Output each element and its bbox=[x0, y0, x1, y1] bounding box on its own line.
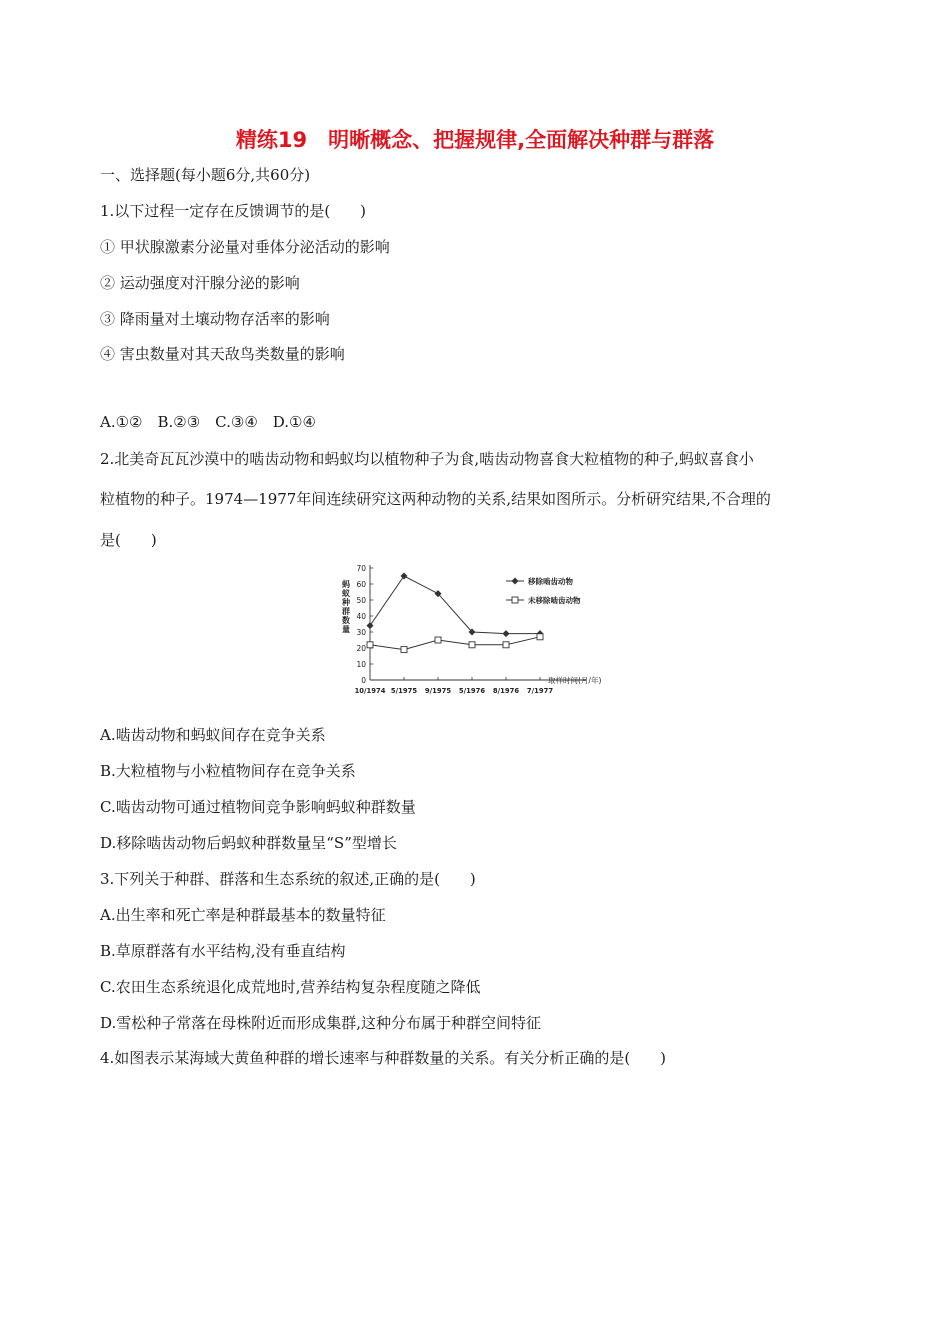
data-point bbox=[537, 634, 543, 640]
x-tick-label: 5/1975 bbox=[390, 687, 418, 695]
x-tick-label: 10/1974 bbox=[354, 687, 386, 695]
data-point bbox=[367, 622, 374, 629]
question-2-option: C.啮齿动物可通过植物间竞争影响蚂蚁种群数量 bbox=[100, 798, 416, 816]
legend-marker bbox=[512, 578, 519, 585]
x-tick-label: 5/1976 bbox=[458, 687, 486, 695]
series-line bbox=[370, 637, 540, 650]
question-2-stem-line: 2.北美奇瓦瓦沙漠中的啮齿动物和蚂蚁均以植物种子为食,啮齿动物喜食大粒植物的种子,蚂蚁喜食小 bbox=[100, 450, 754, 468]
question-2-option: A.啮齿动物和蚂蚁间存在竞争关系 bbox=[100, 726, 326, 744]
x-tick-label: 7/1977 bbox=[526, 687, 554, 695]
data-point bbox=[367, 642, 373, 648]
x-axis-label: 取样时间(月/年) bbox=[548, 676, 602, 685]
page-title: 精练19 明晰概念、把握规律,全面解决种群与群落 bbox=[235, 128, 715, 152]
y-tick-label: 50 bbox=[356, 595, 366, 605]
data-point bbox=[401, 647, 407, 653]
data-point bbox=[503, 630, 510, 637]
y-tick-label: 30 bbox=[356, 627, 366, 637]
question-2-stem-line: 粒植物的种子。1974—1977年间连续研究这两种动物的关系,结果如图所示。分析研究结果,不合理的 bbox=[100, 490, 771, 508]
chart-legend bbox=[506, 576, 581, 605]
section-heading: 一、选择题(每小题6分,共60分) bbox=[100, 166, 311, 184]
legend-label: 未移除啮齿动物 bbox=[528, 596, 581, 605]
question-3-stem: 3.下列关于种群、群落和生态系统的叙述,正确的是( ) bbox=[100, 870, 476, 888]
x-tick-label: 8/1976 bbox=[492, 687, 520, 695]
x-tick-labels bbox=[355, 687, 554, 695]
question-4-stem: 4.如图表示某海域大黄鱼种群的增长速率与种群数量的关系。有关分析正确的是( ) bbox=[100, 1049, 667, 1067]
data-point bbox=[469, 642, 475, 648]
data-point bbox=[435, 637, 441, 643]
y-tick-label: 70 bbox=[356, 563, 366, 573]
data-point bbox=[503, 642, 509, 648]
question-1-item: ② 运动强度对汗腺分泌的影响 bbox=[100, 274, 300, 292]
legend-label: 移除啮齿动物 bbox=[528, 577, 573, 586]
legend-marker bbox=[512, 597, 518, 603]
y-axis-label: 蚂蚁种群数量 bbox=[342, 580, 350, 634]
y-tick-label: 10 bbox=[356, 659, 366, 669]
question-1-item: ① 甲状腺激素分泌量对垂体分泌活动的影响 bbox=[100, 238, 390, 256]
question-1-item: ④ 害虫数量对其天敌鸟类数量的影响 bbox=[100, 345, 345, 363]
question-1-item: ③ 降雨量对土壤动物存活率的影响 bbox=[100, 310, 330, 328]
question-1-options: A.①② B.②③ C.③④ D.①④ bbox=[100, 413, 316, 431]
y-tick-labels bbox=[356, 564, 366, 685]
y-tick-label: 60 bbox=[356, 579, 366, 589]
ant-population-chart bbox=[334, 559, 624, 709]
question-3-option: C.农田生态系统退化成荒地时,营养结构复杂程度随之降低 bbox=[100, 978, 481, 996]
series-line bbox=[370, 576, 540, 634]
y-tick-label: 20 bbox=[356, 643, 366, 653]
question-2-option: B.大粒植物与小粒植物间存在竞争关系 bbox=[100, 762, 356, 780]
chart-series bbox=[367, 573, 544, 653]
question-3-option: A.出生率和死亡率是种群最基本的数量特征 bbox=[100, 906, 386, 924]
y-tick-label: 0 bbox=[361, 675, 366, 685]
question-3-option: B.草原群落有水平结构,没有垂直结构 bbox=[100, 942, 346, 960]
data-point bbox=[401, 573, 408, 580]
question-3-option: D.雪松种子常落在母株附近而形成集群,这种分布属于种群空间特征 bbox=[100, 1014, 542, 1032]
question-2-stem-line: 是( ) bbox=[100, 531, 157, 549]
x-tick-label: 9/1975 bbox=[424, 687, 452, 695]
y-tick-label: 40 bbox=[356, 611, 366, 621]
question-2-option: D.移除啮齿动物后蚂蚁种群数量呈“S”型增长 bbox=[100, 834, 397, 852]
question-1-stem: 1.以下过程一定存在反馈调节的是( ) bbox=[100, 202, 367, 220]
